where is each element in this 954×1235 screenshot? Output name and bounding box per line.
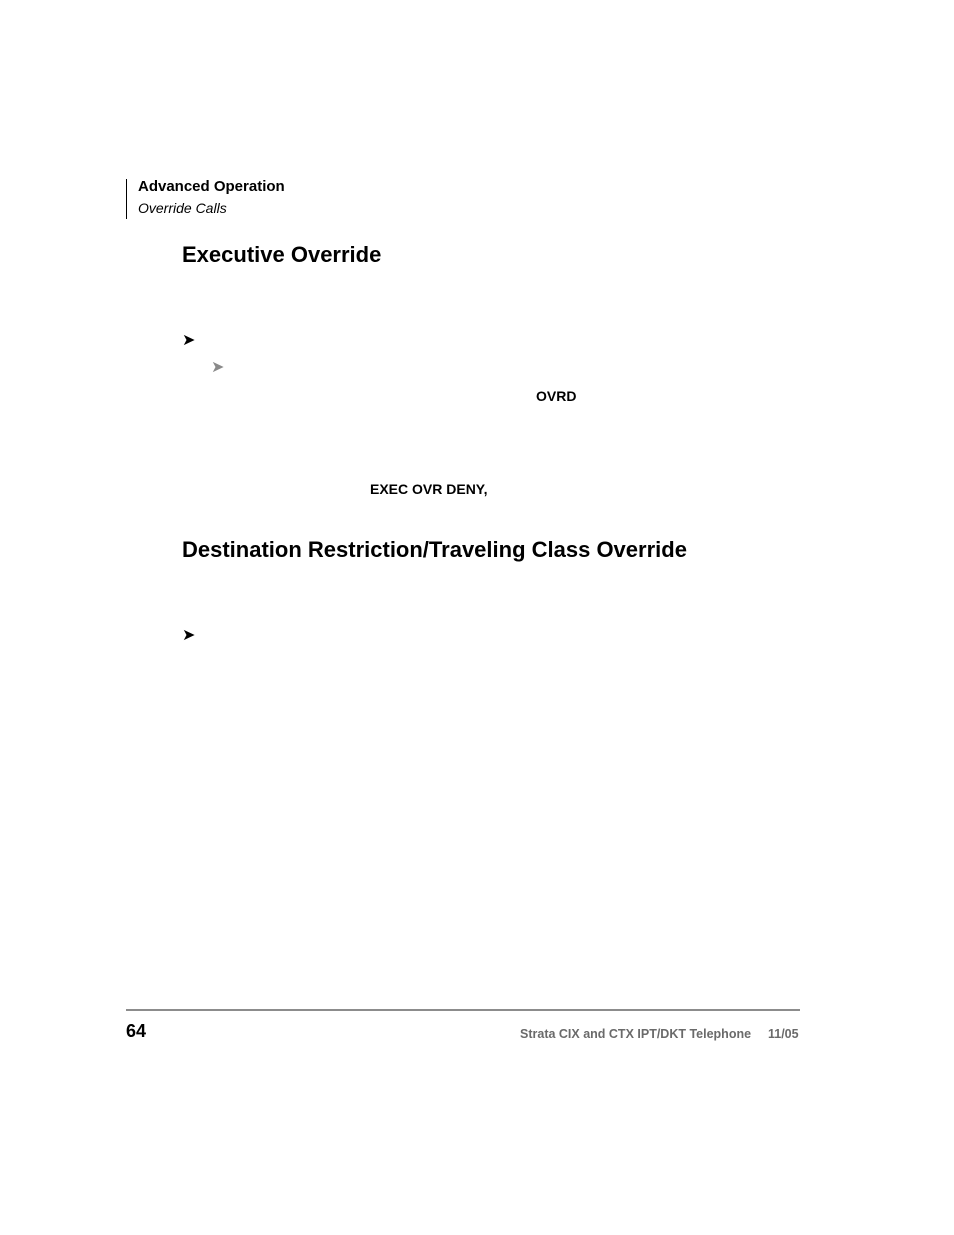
footer-rule [126,1009,800,1011]
chapter-title: Advanced Operation [138,178,285,195]
heading-executive-override: Executive Override [182,242,382,267]
step-arrow-icon: ➤ [182,627,196,644]
keyword-exec-ovr-deny: EXEC OVR DENY, [370,481,488,497]
header-vertical-rule [126,179,127,219]
keyword-ovrd: OVRD [536,388,577,404]
page-number: 64 [126,1021,147,1041]
footer-date: 11/05 [768,1027,799,1041]
section-title: Override Calls [138,200,227,216]
footer-document-title: Strata CIX and CTX IPT/DKT Telephone [520,1027,752,1041]
step-arrow-icon: ➤ [182,332,196,349]
heading-destination-restriction: Destination Restriction/Traveling Class Override [182,537,687,562]
substep-arrow-icon: ➤ [211,359,225,376]
